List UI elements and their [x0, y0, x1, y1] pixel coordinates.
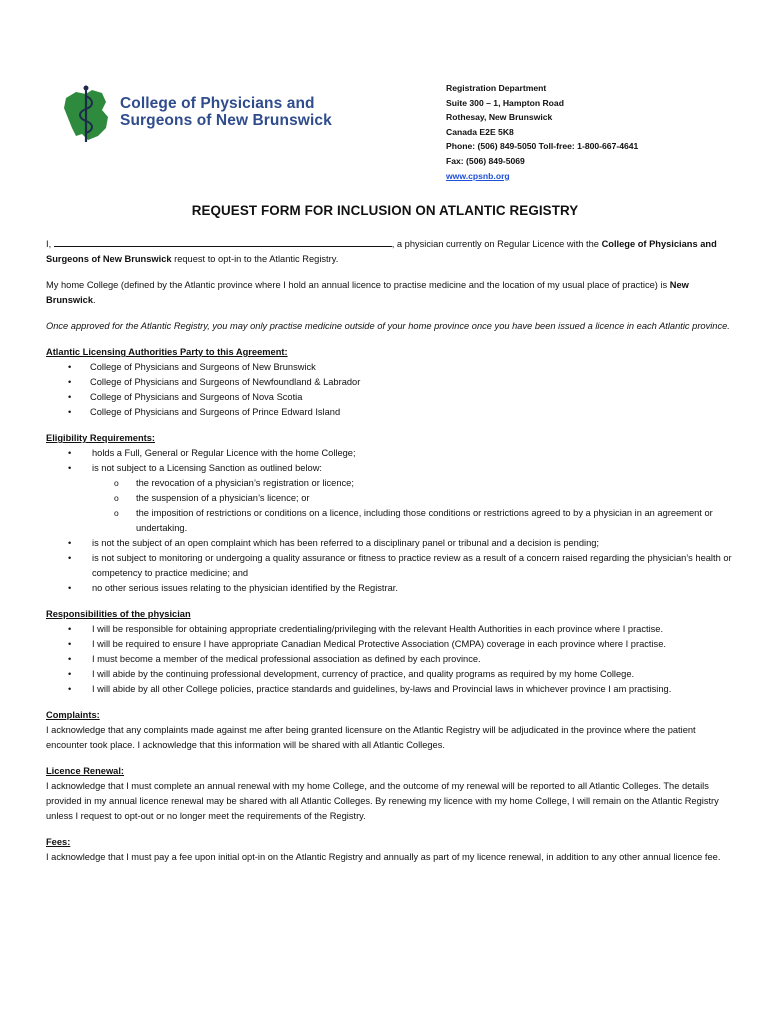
- website-link[interactable]: www.cpsnb.org: [446, 170, 510, 181]
- complaints-text: I acknowledge that any complaints made against me after being granted licensure on the Atlantic Registry will be adjudicated in the province where the patient encounter took place. I acknowledge that this information will be shared with all Atlantic Colleges.: [46, 725, 696, 750]
- list-item: • is not the subject of an open complaint which has been referred to a disciplinary panel or tribunal and a decision is pending;: [46, 536, 736, 551]
- page-title: REQUEST FORM FOR INCLUSION ON ATLANTIC REGISTRY: [191, 203, 579, 218]
- eligibility-list-continued: [46, 536, 736, 596]
- form-body: [46, 236, 736, 865]
- intro-college-name-2: and Surgeons of New Brunswick: [46, 239, 717, 264]
- contact-block: [446, 81, 638, 183]
- postal-address: Canada E2E 5K8: [446, 126, 514, 137]
- sub-list-item: o the revocation of a physician’s registration or licence;: [46, 476, 736, 491]
- sub-list-item: o the imposition of restrictions or conditions on a licence, including those conditions or restrictions agreed to by a physician in an agreement or undertaking.: [46, 506, 736, 536]
- list-item: • College of Physicians and Surgeons of Newfoundland & Labrador: [46, 375, 736, 390]
- department-name: Registration Department: [446, 83, 547, 93]
- logo-line-2: Surgeons of New Brunswick: [120, 112, 332, 129]
- list-item: • I will be responsible for obtaining appropriate credentialing/privileging with the relevant Health Authorities in each province where I practise.: [46, 622, 736, 637]
- list-item: • I must become a member of the medical professional association as defined by each province.: [46, 652, 736, 667]
- list-item: • no other serious issues relating to the physician identified by the Registrar.: [46, 581, 736, 596]
- authorities-heading: Atlantic Licensing Authorities Party to this Agreement:: [46, 347, 288, 357]
- home-college-end: .: [93, 295, 96, 305]
- list-item: • I will abide by all other College policies, practice standards and guidelines, by-laws and Provincial laws in whichever province I am practising.: [46, 682, 736, 697]
- fees-text: I acknowledge that I must pay a fee upon initial opt-in on the Atlantic Registry and annually as part of my licence renewal, in addition to any other annual licence fee.: [46, 852, 721, 862]
- list-item: • I will be required to ensure I have appropriate Canadian Medical Protective Association (CMPA) coverage in each province where I practise.: [46, 637, 736, 652]
- city-address: Rothesay, New Brunswick: [446, 112, 553, 123]
- intro-suffix: request to opt-in to the Atlantic Registry.: [171, 254, 339, 264]
- home-college-text: My home College (defined by the Atlantic province where I hold an annual licence to practise medicine and the location of my usual place of practice) is: [46, 280, 670, 290]
- list-item: • College of Physicians and Surgeons of Nova Scotia: [46, 390, 736, 405]
- fees-heading: Fees:: [46, 837, 71, 847]
- intro-college-name: College of Physicians: [601, 239, 698, 249]
- renewal-text: I acknowledge that I must complete an annual renewal with my home College, and the outcome of my renewal will be reported to all Atlantic Colleges. The details provided in my annual licence renewal may be shared with all Atlantic Colleges. By renewing my licence with my home College, I will remain on the Atlantic Registry unless I request to opt-out or no longer meet the requirements of the Registry.: [46, 781, 719, 821]
- logo-wordmark: [120, 95, 332, 129]
- new-brunswick-map-icon: [62, 84, 118, 144]
- renewal-heading: Licence Renewal:: [46, 766, 125, 776]
- list-item: • I will abide by the continuing professional development, currency of practice, and quality programs as required by my home College.: [46, 667, 736, 682]
- list-item: • is not subject to monitoring or undergoing a quality assurance or fitness to practice review as a result of a concern raised regarding the physician’s health or competency to practice medicine; and: [46, 551, 736, 581]
- intro-paragraph: [46, 236, 736, 267]
- college-logo: [62, 84, 362, 144]
- home-college-province: New Brunswick: [46, 280, 689, 305]
- responsibilities-list: [46, 622, 736, 697]
- responsibilities-heading: Responsibilities of the physician: [46, 609, 191, 619]
- list-item-text: is not subject to a Licensing Sanction as outlined below:: [92, 463, 322, 473]
- physician-name-field[interactable]: [54, 236, 392, 247]
- intro-prefix: I,: [46, 239, 54, 249]
- list-item: • College of Physicians and Surgeons of New Brunswick: [46, 360, 736, 375]
- intro-middle: , a physician currently on Regular Licence with the: [391, 239, 602, 249]
- phone-number: Phone: (506) 849-5050 Toll-free: 1-800-667-4641: [446, 141, 639, 152]
- list-item: • College of Physicians and Surgeons of Prince Edward Island: [46, 405, 736, 420]
- list-item: • holds a Full, General or Regular Licence with the home College;: [46, 446, 736, 461]
- sub-list-item: o the suspension of a physician’s licence; or: [46, 491, 736, 506]
- complaints-heading: Complaints:: [46, 710, 100, 720]
- logo-line-1: College of Physicians and: [120, 95, 315, 112]
- authorities-list: [46, 360, 736, 420]
- street-address: Suite 300 – 1, Hampton Road: [446, 97, 564, 108]
- approval-note: Once approved for the Atlantic Registry, you may only practise medicine outside of your home province once you have been issued a licence in each Atlantic province.: [46, 321, 730, 331]
- fax-number: Fax: (506) 849-5069: [446, 155, 525, 166]
- sanction-sublist: [46, 476, 736, 536]
- eligibility-heading: Eligibility Requirements:: [46, 433, 155, 443]
- home-college-paragraph: [46, 278, 736, 308]
- list-item: [46, 461, 736, 476]
- eligibility-list: [46, 446, 736, 476]
